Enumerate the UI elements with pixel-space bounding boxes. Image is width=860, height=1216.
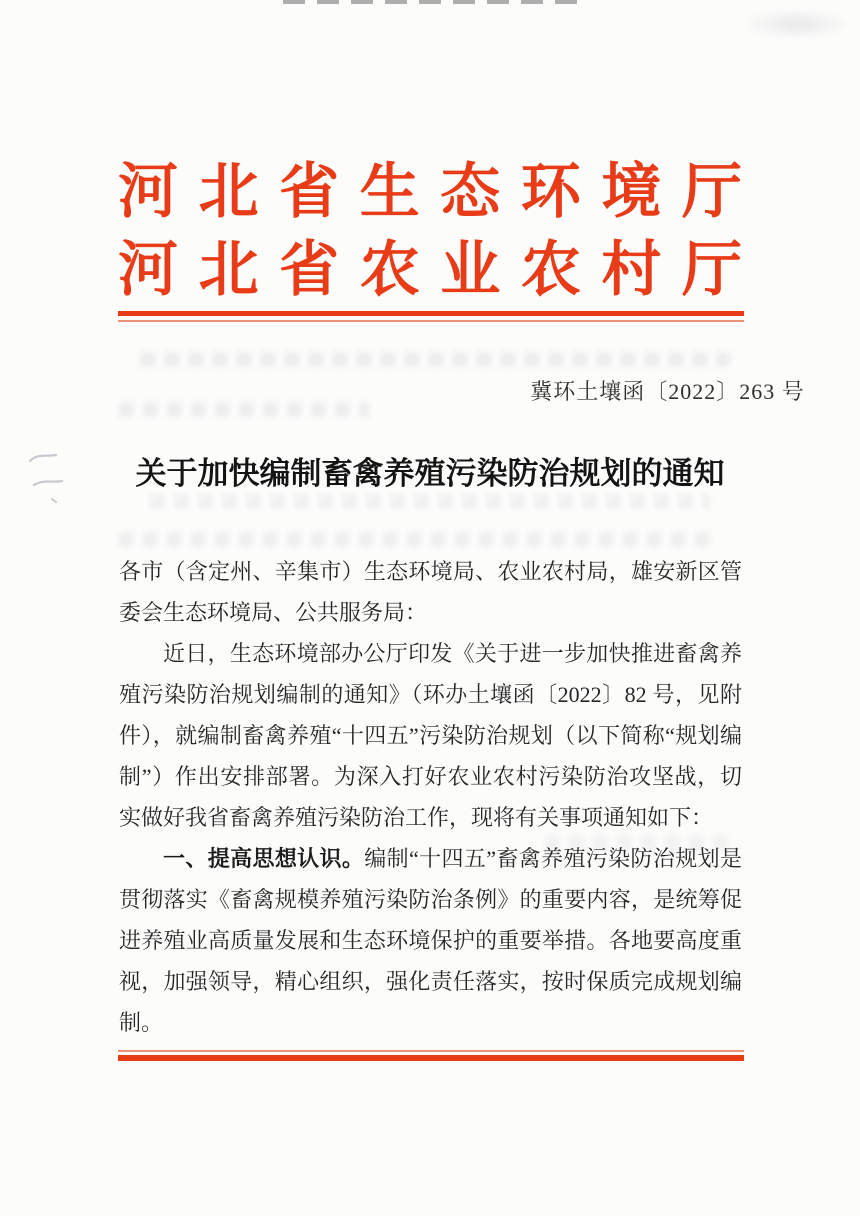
org-name-line2: 河北省农业农村厅 — [118, 237, 742, 303]
bleedthrough-mark — [140, 352, 730, 367]
header-rule-thick — [118, 311, 744, 316]
document-title: 关于加快编制畜禽养殖污染防治规划的通知 — [135, 456, 725, 491]
item1-text: 编制“十四五”畜禽养殖污染防治规划是贯彻落实《畜禽规模养殖污染防治条例》的重要内容，是统筹促进养殖业高质量发展和生态环境保护的重要举措。各地要高度重视，加强领导，精心组织，强化责任落实，按时保质完成规划编制。 — [119, 846, 742, 1035]
document-body — [119, 551, 742, 1043]
bleedthrough-mark — [119, 532, 719, 547]
header-rule-thin — [118, 320, 744, 322]
footer-rule-thick — [118, 1055, 744, 1061]
document-number: 冀环土壤函〔2022〕263 号 — [530, 379, 805, 404]
footer-rule-thin — [118, 1050, 744, 1052]
item1-heading: 一、提高思想认识。 — [163, 846, 365, 871]
scan-smudge — [742, 8, 852, 40]
letterhead — [118, 153, 742, 309]
salutation: 各市（含定州、辛集市）生态环境局、农业农村局，雄安新区管委会生态环境局、公共服务局： — [119, 559, 742, 625]
intro-paragraph: 近日，生态环境部办公厅印发《关于进一步加快推进畜禽养殖污染防治规划编制的通知》（环办土壤函〔2022〕82 号，见附件），就编制畜禽养殖“十四五”污染防治规划（以下简称“规划编制”）作出安排部署。为深入打好农业农村污染防治攻坚战，切实做好我省畜禽养殖污染防治工作，现将有关事项通知如下： — [119, 641, 742, 830]
item1-paragraph — [119, 838, 742, 1043]
org-name-line1: 河北省生态环境厅 — [118, 159, 742, 225]
scan-cutoff-marks — [283, 0, 577, 4]
bleedthrough-mark — [150, 494, 710, 509]
